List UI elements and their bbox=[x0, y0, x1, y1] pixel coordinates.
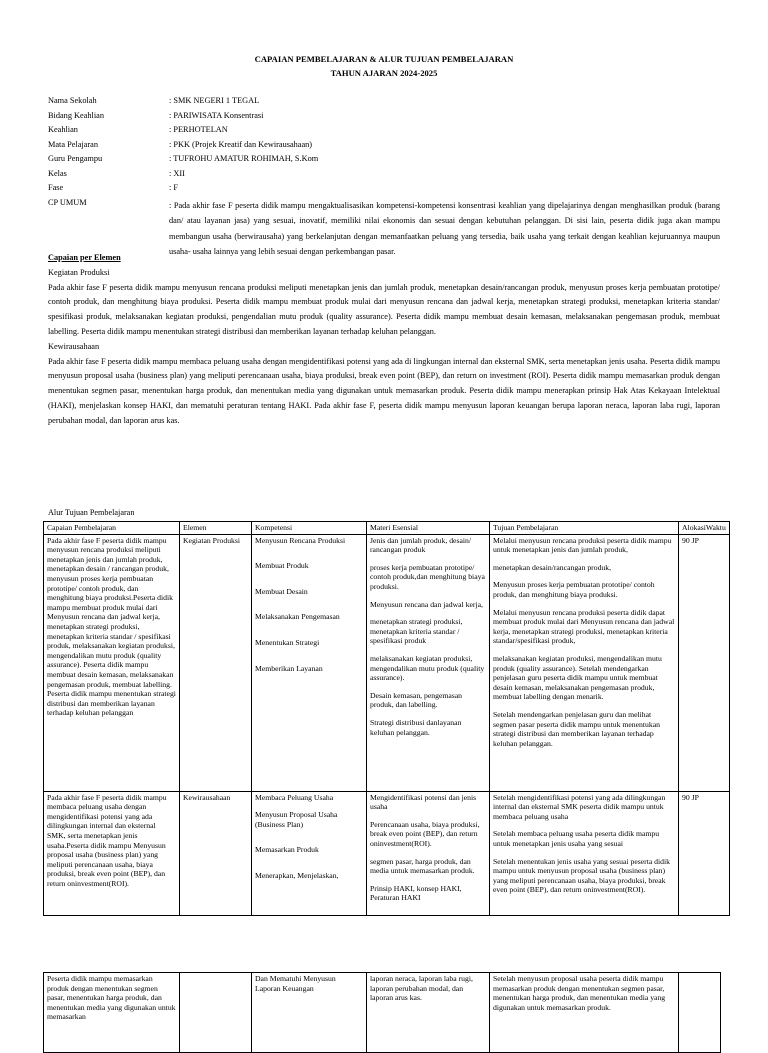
materi-cell bbox=[367, 791, 490, 915]
list-item: Memasarkan Produk bbox=[255, 845, 319, 855]
info-row-school bbox=[48, 96, 720, 111]
info-row-teacher bbox=[48, 154, 720, 169]
info-block bbox=[48, 96, 720, 260]
info-label: Nama Sekolah bbox=[48, 96, 97, 105]
cp-cell: Pada akhir fase F peserta didik mampu menyusun rencana produksi meliputi menetapkan jenis dan jumlah produk, menetapkan desain / rancangan produk, menyusun proses kerja pembuatan prototipe/ contoh produk, dan menghitung biaya produksi.Peserta didik mampu membuat produk mulai dari Menyusun rencana dan jadwal kerja, menetapkan strategi produksi, menetapkan kriteria standar / spesifikasi produk, melaksanakan kegiatan produksi, mengendalikan mutu produk (quality assurance). Peserta didik mampu membuat desain kemasan, melaksanakan pengemasan produk, membuat labelling. Peserta didik mampu menentukan strategi distribusi dan memberikan layanan terhadap keluhan pelanggan bbox=[44, 534, 180, 791]
list-item: Menerapkan, Menjelaskan, bbox=[255, 870, 339, 880]
info-value: : TUFROHU AMATUR ROHIMAH, S.Kom bbox=[169, 154, 319, 163]
list-item: melaksanakan kegiatan produksi, mengendalikan mutu produk (quality assurance). Setelah mendengarkan penjelasan guru peserta didik mampu untuk membuat desain kemasan, melaksanakan pengemasan produk, membuat labelling dengan menarik. bbox=[493, 653, 662, 702]
kewirausahaan-text: Pada akhir fase F peserta didik mampu membaca peluang usaha dengan mengidentifikasi potensi yang ada di lingkungan internal dan eksternal SMK, serta menetapkan jenis usaha. Peserta didik mampu menyusun proposal usaha (business plan) yang meliputi perencanaan usaha, biaya produksi, break even point (BEP), dan return on investment (ROI). Peserta didik mampu memasarkan produk dengan menentukan segmen pasar, menentukan harga produk, dan menentukan media yang digunakan untuk memasarkan produk. Peserta didik mampu menerapkan prinsip Hak Atas Kekayaan Intelektual (HAKI), menjelaskan konsep HAKI, dan mematuhi peraturan tentang HAKI. Pada akhir fase F, peserta didik mampu menyusun laporan keuangan berupa laporan neraca, laporan laba rugi, laporan perubahan modal, dan laporan arus kas. bbox=[48, 356, 720, 425]
produksi-heading: Kegiatan Produksi bbox=[48, 267, 110, 277]
list-item: Melalui menyusun rencana produksi peserta didik mampu untuk menetapkan jenis dan jumlah produk, bbox=[493, 535, 672, 555]
list-item: Melaksanakan Pengemasan bbox=[255, 612, 340, 622]
cp-umum-label: CP UMUM bbox=[48, 197, 87, 207]
list-item: Jenis dan jumlah produk, desain/ rancangan produk bbox=[370, 535, 471, 555]
list-item: Menentukan Strategi bbox=[255, 637, 320, 647]
header-cell: Capaian Pembelajaran bbox=[44, 522, 180, 535]
list-item: Memberikan Layanan bbox=[255, 663, 323, 673]
cp-umum-text: : Pada akhir fase F peserta didik mampu mengaktualisasikan kompetensi-kompetensi konsentrasi keahlian yang dipelajarinya dengan menghasilkan produk (barang dan/ atau layanan jasa) yang sesuai, inovatif, memiliki nilai ekonomis dan sesuai dengan kebutuhan pelanggan. Di sisi lain, peserta didik juga akan mampu membangun usaha (berwirausaha) yang berkelanjutan dengan memanfaatkan peluang yang tersedia, baik usaha yang terkait dengan keahlian kejuruannya maupun usaha- usaha lainnya yang lebih sesuai dengan perkembangan pasar. bbox=[169, 200, 720, 256]
info-row-skill bbox=[48, 125, 720, 140]
info-value: : PARIWISATA Konsentrasi bbox=[169, 110, 264, 120]
info-value: : F bbox=[169, 183, 178, 192]
list-item: Melalui menyusun rencana produksi peserta didik dapat membuat produk mulai dari Menyusun rencana dan jadwal kerja, menetapkan strategi produksi, menetapkan kriteria standar/spesifikasi produk, bbox=[493, 607, 675, 646]
list-item: laporan neraca, laporan laba rugi, laporan perubahan modal, dan laporan arus kas. bbox=[370, 974, 473, 1003]
list-item: Prinsip HAKI, konsep HAKI, Peraturan HAKI bbox=[370, 883, 462, 903]
header-cell: Materi Esensial bbox=[367, 522, 490, 535]
document-title: CAPAIAN PEMBELAJARAN & ALUR TUJUAN PEMBELAJARAN bbox=[254, 54, 514, 64]
alokasi-cell: 90 JP bbox=[679, 791, 730, 915]
atp-table bbox=[43, 521, 730, 916]
table-row bbox=[44, 973, 721, 1053]
list-item: Dan Mematuhi Menyusun Laporan Keuangan bbox=[255, 974, 336, 993]
list-item: segmen pasar, harga produk, dan media untuk memasarkan produk. bbox=[370, 856, 475, 876]
list-item: Strategi distribusi danlayanan keluhan pelanggan. bbox=[370, 717, 462, 737]
info-value: : XII bbox=[169, 168, 185, 178]
list-item: Menyusun rencana dan jadwal kerja, bbox=[370, 599, 483, 609]
info-value: : PERHOTELAN bbox=[169, 125, 228, 134]
table-header-row bbox=[44, 522, 730, 535]
info-label: Guru Pengampu bbox=[48, 154, 103, 163]
info-row-phase bbox=[48, 183, 720, 198]
table-row bbox=[44, 534, 730, 791]
kompetensi-cell bbox=[252, 791, 367, 915]
list-item: Membuat Produk bbox=[255, 561, 309, 571]
elemen-cell bbox=[180, 973, 252, 1053]
elemen-cell: Kegiatan Produksi bbox=[180, 534, 252, 791]
list-item: Setelah membaca peluang usaha peserta didik mampu untuk menetapkan jenis usaha yang sesuai bbox=[493, 829, 660, 848]
kompetensi-cell bbox=[252, 973, 367, 1053]
info-label: Bidang Keahlian bbox=[48, 110, 104, 120]
list-item: Perencanaan usaha, biaya produksi, break even point (BEP), dan return oninvestment(ROI). bbox=[370, 819, 480, 848]
list-item: Menyusun Proposal Usaha (Business Plan) bbox=[255, 810, 338, 829]
info-label: Fase bbox=[48, 183, 64, 192]
list-item: Membaca Peluang Usaha bbox=[255, 792, 334, 802]
info-row-class bbox=[48, 169, 720, 184]
tujuan-cell bbox=[490, 973, 679, 1053]
list-item: Mengidentifikasi potensi dan jenis usaha bbox=[370, 792, 477, 812]
list-item: Setelah mengidentifikasi potensi yang ada dilingkungan internal dan eksternal SMK peserta didik mampu untuk membaca peluang usaha bbox=[493, 792, 666, 821]
document-subtitle: TAHUN AJARAN 2024-2025 bbox=[330, 68, 438, 78]
elemen-cell: Kewirausahaan bbox=[180, 791, 252, 915]
list-item: Desain kemasan, pengemasan produk, dan labelling. bbox=[370, 690, 463, 710]
materi-cell bbox=[367, 973, 490, 1053]
list-item: melaksanakan kegiatan produksi, mengendalikan mutu produk (quality assurance). bbox=[370, 653, 485, 683]
list-item: proses kerja pembuatan prototipe/ contoh produk,dan menghitung biaya produksi. bbox=[370, 562, 485, 591]
header-cell: Elemen bbox=[180, 522, 252, 535]
kewirausahaan-heading: Kewirausahaan bbox=[48, 341, 100, 351]
info-value: : PKK (Projek Kreatif dan Kewirausahaan) bbox=[169, 139, 313, 149]
list-item: Setelah menentukan jenis usaha yang sesuai peserta didik mampu untuk menyusun proposal usaha (business plan) yang meliputi perencanaan usaha, biaya produksi, break even point (BEP), dan return oninvestment(ROI). bbox=[493, 856, 670, 895]
materi-cell bbox=[367, 534, 490, 791]
list-item: Menyusun proses kerja pembuatan prototipe/ contoh produk, dan menghitung biaya produksi. bbox=[493, 580, 655, 599]
info-row-field bbox=[48, 111, 720, 126]
header-cell: Kompetensi bbox=[252, 522, 367, 535]
list-item: menetapkan desain/rancangan produk, bbox=[493, 562, 612, 572]
list-item: Menyusun Rencana Produksi bbox=[255, 535, 346, 545]
tujuan-cell bbox=[490, 534, 679, 791]
alokasi-cell: 90 JP bbox=[679, 534, 730, 791]
section-heading: Capaian per Elemen bbox=[48, 253, 121, 262]
info-label: Mata Pelajaran bbox=[48, 139, 98, 149]
header-cell: Tujuan Pembelajaran bbox=[490, 522, 679, 535]
atp-label: Alur Tujuan Pembelajaran bbox=[48, 508, 135, 517]
header-cell: AlokasiWaktu bbox=[679, 522, 730, 535]
info-label: Kelas bbox=[48, 168, 67, 178]
tujuan-cell bbox=[490, 791, 679, 915]
info-value: : SMK NEGERI 1 TEGAL bbox=[169, 96, 260, 105]
list-item: Setelah menyusun proposal usaha peserta didik mampu memasarkan produk dengan menentukan segmen pasar, menentukan harga produk, dan menentukan media yang digunakan untuk memasarkan produk. bbox=[493, 974, 666, 1012]
info-row-subject bbox=[48, 140, 720, 155]
table-row bbox=[44, 791, 730, 915]
list-item: Setelah mendengarkan penjelasan guru dan melihat segmen pasar peserta didik mampu untuk menentukan strategi distribusi dan memberikan layanan terhadap keluhan pelanggan. bbox=[493, 709, 660, 748]
list-item: Membuat Desain bbox=[255, 586, 308, 596]
capaian-per-elemen-section bbox=[48, 251, 720, 429]
cp-cell: Peserta didik mampu memasarkan produk dengan menentukan segmen pasar, menentukan harga produk, dan menentukan media yang digunakan untuk memasarkan bbox=[44, 973, 180, 1053]
alokasi-cell bbox=[679, 973, 721, 1053]
produksi-text: Pada akhir fase F peserta didik mampu menyusun rencana produksi meliputi menetapkan jenis dan jumlah produk, menetapkan desain/rancangan produk, menyusun proses kerja pembuatan prototipe/ contoh produk, dan menghitung biaya produksi. Peserta didik mampu membuat produk mulai dari menyusun rencana dan jadwal kerja, menetapkan strategi produksi, menetapkan kriteria standar/ spesifikasi produk, melaksanakan kegiatan produksi, pengendalian mutu produk (quality assurance). Peserta didik mampu membuat desain kemasan, melaksanakan pengemasan produk, membuat labelling. Peserta didik mampu menentukan strategi distribusi dan memberikan layanan terhadap keluhan pelanggan. bbox=[48, 282, 720, 336]
info-label: Keahlian bbox=[48, 125, 78, 134]
list-item: menetapkan strategi produksi, menetapkan kriteria standar / spesifikasi produk bbox=[370, 617, 463, 646]
cp-cell: Pada akhir fase F peserta didik mampu membaca peluang usaha dengan mengidentifikasi potensi yang ada dilingkungan internal dan eksternal SMK, serta menetapkan jenis usaha.Peserta didik mampu Menyusun proposal usaha (business plan) yang meliputi perencanaan usaha, biaya produksi, break even point (BEP), dan return oninvestment(ROI). bbox=[44, 791, 180, 915]
atp-table-continued bbox=[43, 972, 721, 1053]
kompetensi-cell bbox=[252, 534, 367, 791]
